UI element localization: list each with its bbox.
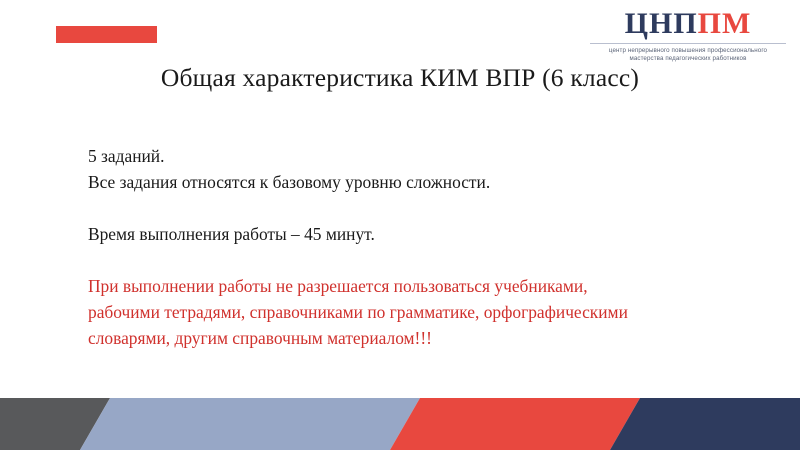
page-title: Общая характеристика КИМ ВПР (6 класс)	[160, 63, 640, 92]
warning-line-3: словарями, другим справочным материалом!!!	[88, 328, 432, 348]
body-line-2: Все задания относятся к базовому уровню сложности.	[88, 172, 491, 192]
band-shape-slate	[80, 398, 420, 450]
organization-logo	[590, 8, 786, 63]
logo-subtitle-line-1: центр непрерывного повышения профессионального	[608, 46, 768, 54]
logo-wordmark-main: ЦНП	[624, 7, 698, 40]
bottom-decorative-band	[0, 398, 800, 450]
logo-divider	[590, 43, 786, 44]
logo-wordmark-accent: ПМ	[697, 7, 752, 40]
logo-subtitle	[590, 47, 786, 64]
body-spacer-1	[88, 195, 728, 221]
logo-subtitle-line-2: мастерства педагогических работников	[629, 54, 747, 62]
warning-line-2: рабочими тетрадями, справочниками по грамматике, орфографическими	[88, 302, 628, 322]
band-shape-navy	[610, 398, 800, 450]
body-line-3: Время выполнения работы – 45 минут.	[88, 224, 375, 244]
warning-line-1: При выполнении работы не разрешается пользоваться учебниками,	[88, 276, 588, 296]
body-line-1: 5 заданий.	[88, 146, 165, 166]
body-spacer-2	[88, 247, 728, 273]
band-shape-red	[390, 398, 640, 450]
logo-wordmark	[590, 8, 786, 40]
slide-body	[88, 143, 728, 351]
accent-bar	[56, 26, 157, 43]
